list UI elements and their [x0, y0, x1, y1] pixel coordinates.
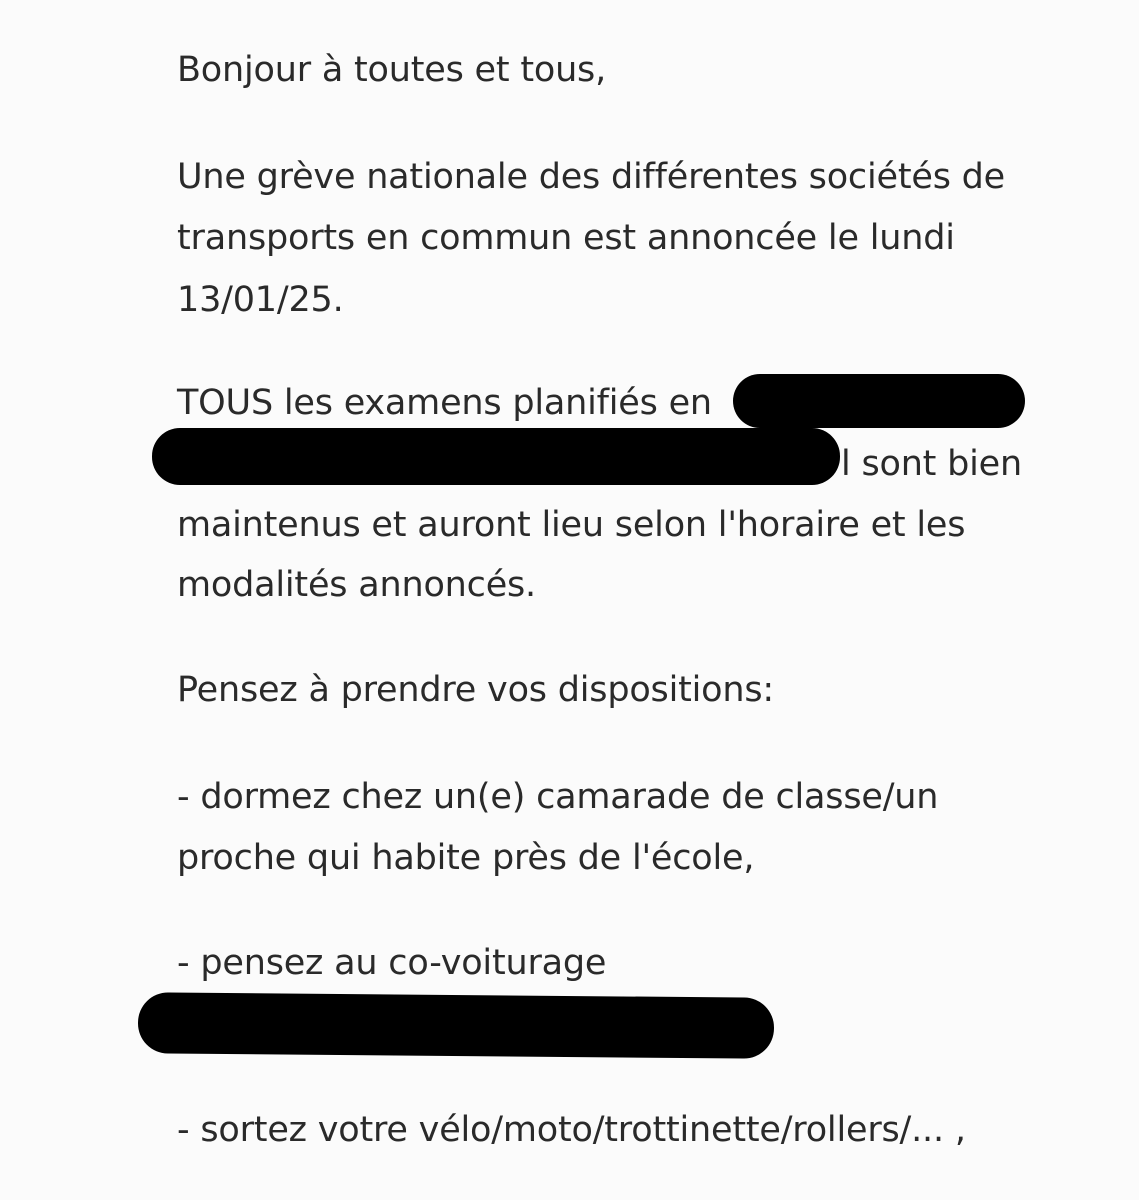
- advice-intro: Pensez à prendre vos dispositions:: [177, 670, 774, 710]
- advice-sleep-line-2: proche qui habite près de l'école,: [177, 838, 755, 878]
- redaction-mark-3: [138, 992, 775, 1059]
- strike-announcement-line-2: transports en commun est annoncée le lundi: [177, 218, 955, 258]
- strike-announcement-line-3: 13/01/25.: [177, 280, 344, 320]
- redaction-mark-1: [733, 374, 1025, 428]
- redaction-mark-2: [152, 428, 840, 485]
- advice-carpool: - pensez au co-voiturage: [177, 943, 607, 983]
- advice-sleep-line-1: - dormez chez un(e) camarade de classe/un: [177, 777, 939, 817]
- greeting: Bonjour à toutes et tous,: [177, 50, 607, 90]
- exams-line-1: TOUS les examens planifiés en: [177, 383, 712, 423]
- exams-line-2-visible-end: l sont bien: [841, 444, 1022, 484]
- exams-line-3: maintenus et auront lieu selon l'horaire et les: [177, 505, 966, 545]
- exams-line-4: modalités annoncés.: [177, 565, 536, 605]
- advice-bike: - sortez votre vélo/moto/trottinette/rollers/... ,: [177, 1110, 966, 1150]
- strike-announcement-line-1: Une grève nationale des différentes sociétés de: [177, 157, 1006, 197]
